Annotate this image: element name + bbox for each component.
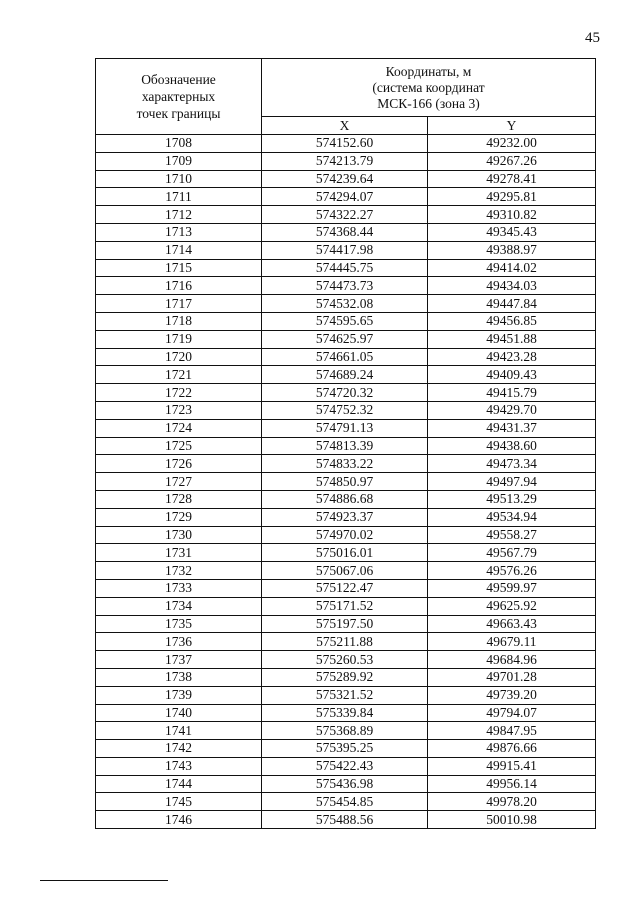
x-cell: 574294.07 [262,188,428,206]
x-cell: 575422.43 [262,757,428,775]
y-cell: 49447.84 [428,295,596,313]
point-cell: 1736 [96,633,262,651]
y-cell: 49451.88 [428,330,596,348]
y-cell: 49663.43 [428,615,596,633]
table-row [96,206,596,224]
point-cell: 1728 [96,490,262,508]
point-cell: 1737 [96,651,262,669]
x-cell: 574689.24 [262,366,428,384]
point-cell: 1712 [96,206,262,224]
table-row [96,686,596,704]
y-cell: 49473.34 [428,455,596,473]
y-cell: 49434.03 [428,277,596,295]
table-row [96,740,596,758]
table-row [96,330,596,348]
coordinates-line-1: Координаты, м [385,63,472,79]
point-cell: 1710 [96,170,262,188]
table-row [96,811,596,829]
table-row [96,455,596,473]
y-cell: 49794.07 [428,704,596,722]
x-cell: 574791.13 [262,419,428,437]
point-cell: 1738 [96,668,262,686]
coordinates-line-3: МСК-166 (зона 3) [377,95,480,111]
y-cell: 49558.27 [428,526,596,544]
x-cell: 575395.25 [262,740,428,758]
x-cell: 574923.37 [262,508,428,526]
point-cell: 1746 [96,811,262,829]
y-cell: 49701.28 [428,668,596,686]
y-cell: 49978.20 [428,793,596,811]
x-cell: 574970.02 [262,526,428,544]
y-cell: 49497.94 [428,473,596,491]
table-row [96,597,596,615]
x-cell: 574473.73 [262,277,428,295]
y-column-header: Y [428,117,596,135]
point-label-line-3: точек границы [136,106,221,121]
x-column-header: X [262,117,428,135]
point-cell: 1739 [96,686,262,704]
footnote-divider [40,880,168,881]
y-cell: 49956.14 [428,775,596,793]
y-cell: 49232.00 [428,135,596,153]
x-cell: 574886.68 [262,490,428,508]
table-row [96,473,596,491]
x-cell: 575368.89 [262,722,428,740]
x-cell: 575211.88 [262,633,428,651]
point-cell: 1732 [96,562,262,580]
x-cell: 574152.60 [262,135,428,153]
table-row [96,562,596,580]
point-cell: 1722 [96,384,262,402]
x-cell: 574850.97 [262,473,428,491]
page-number: 45 [585,30,600,46]
y-cell: 49576.26 [428,562,596,580]
y-cell: 49415.79 [428,384,596,402]
y-cell: 49876.66 [428,740,596,758]
point-cell: 1734 [96,597,262,615]
header-row-main [96,59,596,117]
x-cell: 575016.01 [262,544,428,562]
table-row [96,633,596,651]
point-cell: 1731 [96,544,262,562]
table-row [96,348,596,366]
point-cell: 1713 [96,223,262,241]
x-cell: 575488.56 [262,811,428,829]
point-cell: 1741 [96,722,262,740]
table-row [96,223,596,241]
y-cell: 49438.60 [428,437,596,455]
x-cell: 575436.98 [262,775,428,793]
table-row [96,775,596,793]
x-cell: 575339.84 [262,704,428,722]
point-cell: 1745 [96,793,262,811]
coordinates-header [262,59,596,117]
x-cell: 574752.32 [262,401,428,419]
y-cell: 49310.82 [428,206,596,224]
point-cell: 1719 [96,330,262,348]
x-cell: 575260.53 [262,651,428,669]
point-label-header [96,59,262,135]
point-cell: 1740 [96,704,262,722]
y-cell: 49739.20 [428,686,596,704]
x-cell: 574720.32 [262,384,428,402]
y-cell: 49345.43 [428,223,596,241]
x-cell: 574322.27 [262,206,428,224]
point-cell: 1714 [96,241,262,259]
table-row [96,312,596,330]
table-row [96,704,596,722]
x-cell: 575122.47 [262,579,428,597]
table-row [96,259,596,277]
table-row [96,437,596,455]
point-cell: 1727 [96,473,262,491]
table-row [96,135,596,153]
point-cell: 1716 [96,277,262,295]
coordinates-line-2: (система координат [372,79,485,95]
point-label-line-1: Обозначение [141,72,216,87]
table-row [96,544,596,562]
y-cell: 49625.92 [428,597,596,615]
point-cell: 1743 [96,757,262,775]
point-cell: 1708 [96,135,262,153]
y-cell: 49267.26 [428,152,596,170]
y-cell: 49409.43 [428,366,596,384]
x-cell: 575197.50 [262,615,428,633]
table-row [96,508,596,526]
x-cell: 574445.75 [262,259,428,277]
table-body [96,135,596,829]
x-cell: 574813.39 [262,437,428,455]
x-cell: 574417.98 [262,241,428,259]
point-cell: 1742 [96,740,262,758]
x-cell: 575321.52 [262,686,428,704]
x-cell: 574532.08 [262,295,428,313]
coordinates-table [95,58,596,829]
y-cell: 49513.29 [428,490,596,508]
x-cell: 574368.44 [262,223,428,241]
table-row [96,152,596,170]
table-row [96,277,596,295]
table-row [96,490,596,508]
x-cell: 574595.65 [262,312,428,330]
y-cell: 49456.85 [428,312,596,330]
y-cell: 49567.79 [428,544,596,562]
x-cell: 574239.64 [262,170,428,188]
x-cell: 574661.05 [262,348,428,366]
point-cell: 1735 [96,615,262,633]
table-row [96,241,596,259]
point-cell: 1720 [96,348,262,366]
point-cell: 1733 [96,579,262,597]
y-cell: 49679.11 [428,633,596,651]
table-row [96,419,596,437]
x-cell: 575067.06 [262,562,428,580]
point-cell: 1744 [96,775,262,793]
table-row [96,384,596,402]
table-row [96,757,596,775]
point-cell: 1730 [96,526,262,544]
table-row [96,651,596,669]
y-cell: 49429.70 [428,401,596,419]
y-cell: 49431.37 [428,419,596,437]
table-row [96,668,596,686]
y-cell: 49388.97 [428,241,596,259]
table-row [96,579,596,597]
x-cell: 574833.22 [262,455,428,473]
x-cell: 575171.52 [262,597,428,615]
y-cell: 49414.02 [428,259,596,277]
y-cell: 49423.28 [428,348,596,366]
point-cell: 1715 [96,259,262,277]
table-row [96,615,596,633]
y-cell: 49847.95 [428,722,596,740]
x-cell: 575454.85 [262,793,428,811]
point-cell: 1711 [96,188,262,206]
y-cell: 50010.98 [428,811,596,829]
table-row [96,401,596,419]
table-row [96,366,596,384]
table-row [96,295,596,313]
table-row [96,722,596,740]
point-label-line-2: характерных [141,89,216,104]
x-cell: 574625.97 [262,330,428,348]
point-cell: 1709 [96,152,262,170]
table-row [96,793,596,811]
y-cell: 49684.96 [428,651,596,669]
x-cell: 575289.92 [262,668,428,686]
y-cell: 49534.94 [428,508,596,526]
y-cell: 49915.41 [428,757,596,775]
point-cell: 1726 [96,455,262,473]
x-cell: 574213.79 [262,152,428,170]
point-cell: 1725 [96,437,262,455]
table-row [96,526,596,544]
point-cell: 1724 [96,419,262,437]
point-cell: 1729 [96,508,262,526]
table-row [96,170,596,188]
point-cell: 1723 [96,401,262,419]
point-cell: 1718 [96,312,262,330]
point-cell: 1721 [96,366,262,384]
y-cell: 49295.81 [428,188,596,206]
y-cell: 49278.41 [428,170,596,188]
table-header [96,59,596,135]
y-cell: 49599.97 [428,579,596,597]
table-row [96,188,596,206]
point-cell: 1717 [96,295,262,313]
